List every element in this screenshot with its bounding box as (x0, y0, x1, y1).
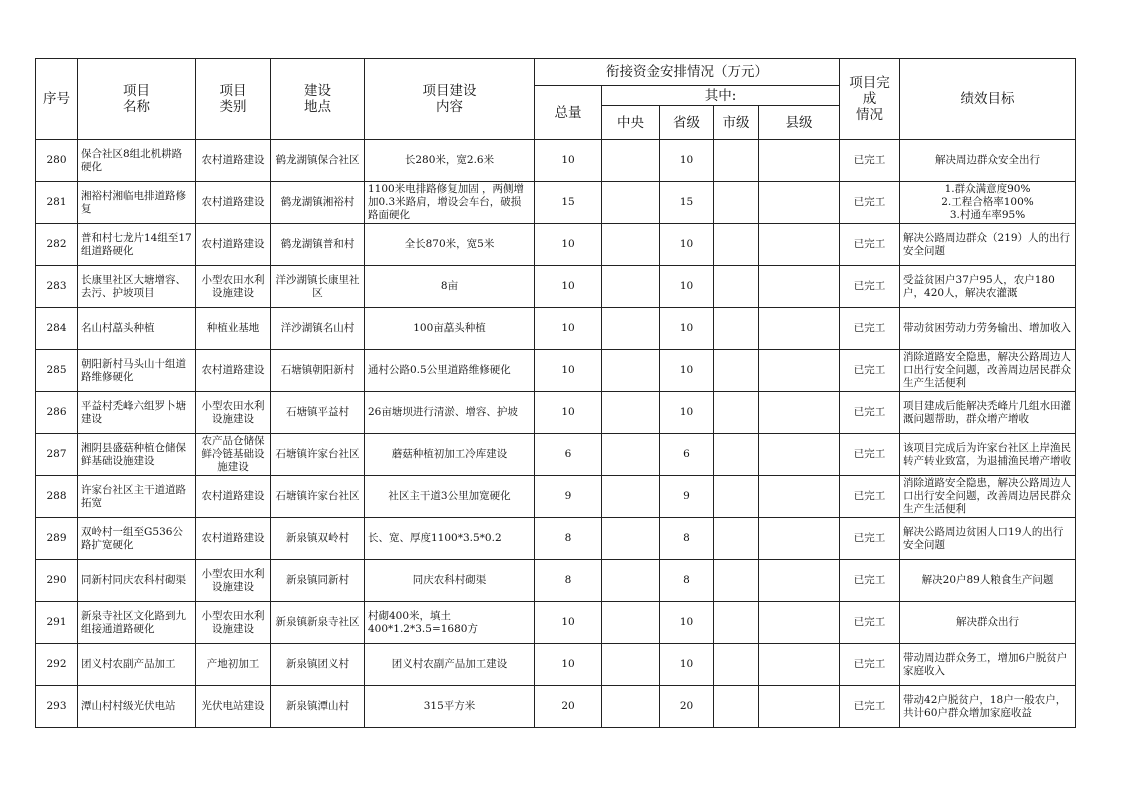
cell-content: 26亩塘坝进行清淤、增容、护坡 (365, 392, 535, 434)
cell-category: 农产品仓储保鲜冷链基础设施建设 (196, 434, 271, 476)
table-body (36, 140, 1076, 728)
cell-county (759, 434, 840, 476)
cell-central (602, 350, 660, 392)
cell-location: 新泉镇双岭村 (271, 518, 365, 560)
cell-municipal (714, 476, 759, 518)
header-completion: 项目完成 情况 (840, 59, 900, 140)
header-total: 总量 (535, 86, 602, 140)
cell-completion: 已完工 (840, 686, 900, 728)
cell-location: 新泉镇团义村 (271, 644, 365, 686)
cell-municipal (714, 602, 759, 644)
cell-central (602, 266, 660, 308)
cell-completion: 已完工 (840, 140, 900, 182)
table-row (36, 266, 1076, 308)
cell-name: 团义村农副产品加工 (78, 644, 196, 686)
cell-county (759, 560, 840, 602)
cell-county (759, 308, 840, 350)
cell-municipal (714, 560, 759, 602)
cell-county (759, 182, 840, 224)
cell-name: 平益村禿峰六组罗卜塘建设 (78, 392, 196, 434)
cell-seq: 292 (36, 644, 78, 686)
cell-total: 8 (535, 560, 602, 602)
table-row (36, 518, 1076, 560)
cell-municipal (714, 266, 759, 308)
cell-goal: 消除道路安全隐患，解决公路周边人口出行安全问题，改善周边居民群众生产生活便利 (900, 476, 1076, 518)
cell-seq: 287 (36, 434, 78, 476)
cell-category: 农村道路建设 (196, 350, 271, 392)
cell-name: 潭山村村级光伏电站 (78, 686, 196, 728)
cell-municipal (714, 350, 759, 392)
cell-seq: 281 (36, 182, 78, 224)
header-municipal: 市级 (714, 106, 759, 140)
cell-municipal (714, 140, 759, 182)
cell-county (759, 266, 840, 308)
cell-provincial: 6 (660, 434, 714, 476)
cell-municipal (714, 518, 759, 560)
cell-content: 团义村农副产品加工建设 (365, 644, 535, 686)
cell-goal: 解决公路周边群众（219）人的出行安全问题 (900, 224, 1076, 266)
table-row (36, 644, 1076, 686)
cell-seq: 288 (36, 476, 78, 518)
cell-provincial: 10 (660, 224, 714, 266)
cell-seq: 280 (36, 140, 78, 182)
cell-provincial: 20 (660, 686, 714, 728)
cell-content: 100亩藠头种植 (365, 308, 535, 350)
table-row (36, 224, 1076, 266)
cell-location: 新泉镇新泉寺社区 (271, 602, 365, 644)
cell-total: 10 (535, 392, 602, 434)
cell-seq: 282 (36, 224, 78, 266)
cell-content: 长、宽、厚度1100*3.5*0.2 (365, 518, 535, 560)
cell-seq: 289 (36, 518, 78, 560)
header-content: 项目建设 内容 (365, 59, 535, 140)
table-row (36, 476, 1076, 518)
cell-name: 朝阳新村马头山十组道路维修硬化 (78, 350, 196, 392)
cell-municipal (714, 182, 759, 224)
cell-provincial: 10 (660, 266, 714, 308)
cell-name: 同新村同庆农科村砌渠 (78, 560, 196, 602)
cell-completion: 已完工 (840, 392, 900, 434)
cell-category: 农村道路建设 (196, 182, 271, 224)
header-location: 建设 地点 (271, 59, 365, 140)
cell-municipal (714, 644, 759, 686)
cell-goal: 解决公路周边贫困人口19人的出行安全问题 (900, 518, 1076, 560)
cell-location: 鹤龙湖镇湘裕村 (271, 182, 365, 224)
cell-completion: 已完工 (840, 266, 900, 308)
cell-provincial: 10 (660, 392, 714, 434)
cell-content: 蘑菇种植初加工冷库建设 (365, 434, 535, 476)
cell-seq: 290 (36, 560, 78, 602)
cell-category: 农村道路建设 (196, 518, 271, 560)
cell-total: 10 (535, 224, 602, 266)
cell-category: 小型农田水利设施建设 (196, 602, 271, 644)
cell-name: 长康里社区大塘增容、去污、护坡项目 (78, 266, 196, 308)
cell-central (602, 182, 660, 224)
cell-central (602, 686, 660, 728)
cell-name: 湘阴县盛菇种植仓储保鲜基础设施建设 (78, 434, 196, 476)
project-table (35, 58, 1076, 728)
cell-content: 315平方米 (365, 686, 535, 728)
cell-completion: 已完工 (840, 182, 900, 224)
cell-seq: 283 (36, 266, 78, 308)
cell-provincial: 10 (660, 602, 714, 644)
cell-goal: 消除道路安全隐患，解决公路周边人口出行安全问题，改善周边居民群众生产生活便利 (900, 350, 1076, 392)
cell-goal: 带动贫困劳动力劳务输出、增加收入 (900, 308, 1076, 350)
cell-seq: 286 (36, 392, 78, 434)
cell-provincial: 8 (660, 560, 714, 602)
header-goal: 绩效目标 (900, 59, 1076, 140)
cell-content: 同庆农科村砌渠 (365, 560, 535, 602)
cell-location: 鹤龙湖镇保合社区 (271, 140, 365, 182)
cell-location: 洋沙湖镇长康里社区 (271, 266, 365, 308)
cell-name: 普和村七龙片14组至17组道路硬化 (78, 224, 196, 266)
table-row (36, 308, 1076, 350)
table-row (36, 560, 1076, 602)
cell-goal: 带动周边群众务工，增加6户脱贫户家庭收入 (900, 644, 1076, 686)
cell-completion: 已完工 (840, 308, 900, 350)
cell-category: 光伏电站建设 (196, 686, 271, 728)
cell-content: 通村公路0.5公里道路维修硬化 (365, 350, 535, 392)
cell-goal: 项目建成后能解决禿峰片几组水田灌溉问题帮助，群众增产增收 (900, 392, 1076, 434)
cell-content: 村砌400米，填土400*1.2*3.5=1680方 (365, 602, 535, 644)
cell-name: 湘裕村湘临电排道路修复 (78, 182, 196, 224)
cell-goal: 解决20户89人粮食生产问题 (900, 560, 1076, 602)
cell-central (602, 602, 660, 644)
cell-location: 石塘镇许家台社区 (271, 434, 365, 476)
cell-category: 种植业基地 (196, 308, 271, 350)
table-row (36, 434, 1076, 476)
cell-municipal (714, 392, 759, 434)
cell-content: 长280米，宽2.6米 (365, 140, 535, 182)
header-central: 中央 (602, 106, 660, 140)
cell-county (759, 602, 840, 644)
cell-name: 新泉寺社区文化路到九组接通道路硬化 (78, 602, 196, 644)
cell-total: 10 (535, 140, 602, 182)
cell-total: 9 (535, 476, 602, 518)
table-header (36, 59, 1076, 140)
cell-provincial: 10 (660, 308, 714, 350)
cell-municipal (714, 224, 759, 266)
cell-county (759, 140, 840, 182)
cell-category: 小型农田水利设施建设 (196, 266, 271, 308)
cell-location: 新泉镇同新村 (271, 560, 365, 602)
cell-goal: 带动42户脱贫户，18户一般农户，共计60户群众增加家庭收益 (900, 686, 1076, 728)
cell-total: 15 (535, 182, 602, 224)
cell-central (602, 308, 660, 350)
cell-central (602, 434, 660, 476)
cell-category: 农村道路建设 (196, 224, 271, 266)
cell-municipal (714, 686, 759, 728)
cell-provincial: 10 (660, 350, 714, 392)
cell-completion: 已完工 (840, 350, 900, 392)
cell-central (602, 476, 660, 518)
cell-central (602, 560, 660, 602)
cell-municipal (714, 434, 759, 476)
header-provincial: 省级 (660, 106, 714, 140)
cell-category: 产地初加工 (196, 644, 271, 686)
cell-goal: 1.群众满意度90% 2.工程合格率100% 3.村通车率95% (900, 182, 1076, 224)
table-row (36, 392, 1076, 434)
cell-name: 双岭村一组至G536公路扩宽硬化 (78, 518, 196, 560)
table-row (36, 602, 1076, 644)
cell-category: 小型农田水利设施建设 (196, 392, 271, 434)
header-of-which: 其中: (602, 86, 840, 106)
cell-total: 10 (535, 350, 602, 392)
cell-total: 10 (535, 602, 602, 644)
cell-total: 10 (535, 266, 602, 308)
cell-goal: 解决周边群众安全出行 (900, 140, 1076, 182)
header-seq: 序号 (36, 59, 78, 140)
cell-name: 保合社区8组北机耕路硬化 (78, 140, 196, 182)
cell-content: 社区主干道3公里加宽硬化 (365, 476, 535, 518)
cell-name: 许家台社区主干道道路拓宽 (78, 476, 196, 518)
header-county: 县级 (759, 106, 840, 140)
cell-total: 10 (535, 644, 602, 686)
cell-completion: 已完工 (840, 476, 900, 518)
cell-category: 农村道路建设 (196, 140, 271, 182)
cell-name: 名山村藠头种植 (78, 308, 196, 350)
cell-total: 10 (535, 308, 602, 350)
cell-goal: 该项目完成后为许家台社区上岸渔民转产转业致富，为退捕渔民增产增收 (900, 434, 1076, 476)
cell-county (759, 392, 840, 434)
cell-seq: 285 (36, 350, 78, 392)
cell-completion: 已完工 (840, 644, 900, 686)
table-row (36, 140, 1076, 182)
cell-county (759, 644, 840, 686)
cell-total: 8 (535, 518, 602, 560)
cell-completion: 已完工 (840, 224, 900, 266)
cell-completion: 已完工 (840, 518, 900, 560)
cell-goal: 解决群众出行 (900, 602, 1076, 644)
cell-provincial: 10 (660, 644, 714, 686)
cell-provincial: 10 (660, 140, 714, 182)
cell-central (602, 224, 660, 266)
cell-central (602, 392, 660, 434)
cell-municipal (714, 308, 759, 350)
cell-provincial: 9 (660, 476, 714, 518)
cell-completion: 已完工 (840, 560, 900, 602)
cell-total: 20 (535, 686, 602, 728)
cell-goal: 受益贫困户37户95人，农户180户，420人，解决农灌溉 (900, 266, 1076, 308)
cell-location: 新泉镇潭山村 (271, 686, 365, 728)
cell-county (759, 686, 840, 728)
cell-county (759, 350, 840, 392)
header-name: 项目 名称 (78, 59, 196, 140)
cell-seq: 291 (36, 602, 78, 644)
cell-central (602, 140, 660, 182)
cell-provincial: 15 (660, 182, 714, 224)
cell-central (602, 644, 660, 686)
cell-county (759, 476, 840, 518)
cell-content: 8亩 (365, 266, 535, 308)
cell-category: 小型农田水利设施建设 (196, 560, 271, 602)
cell-central (602, 518, 660, 560)
cell-location: 石塘镇许家台社区 (271, 476, 365, 518)
cell-provincial: 8 (660, 518, 714, 560)
cell-seq: 284 (36, 308, 78, 350)
cell-location: 洋沙湖镇名山村 (271, 308, 365, 350)
cell-category: 农村道路建设 (196, 476, 271, 518)
header-funding-group: 衔接资金安排情况（万元） (535, 59, 840, 86)
header-category: 项目 类别 (196, 59, 271, 140)
cell-completion: 已完工 (840, 602, 900, 644)
cell-content: 全长870米，宽5米 (365, 224, 535, 266)
table-row (36, 350, 1076, 392)
cell-county (759, 224, 840, 266)
cell-total: 6 (535, 434, 602, 476)
cell-completion: 已完工 (840, 434, 900, 476)
cell-county (759, 518, 840, 560)
cell-location: 石塘镇朝阳新村 (271, 350, 365, 392)
table-row (36, 182, 1076, 224)
table-row (36, 686, 1076, 728)
cell-location: 石塘镇平益村 (271, 392, 365, 434)
cell-location: 鹤龙湖镇普和村 (271, 224, 365, 266)
cell-content: 1100米电排路修复加固 ，两侧增加0.3米路肩，增设会车台，破损路面硬化 (365, 182, 535, 224)
cell-seq: 293 (36, 686, 78, 728)
